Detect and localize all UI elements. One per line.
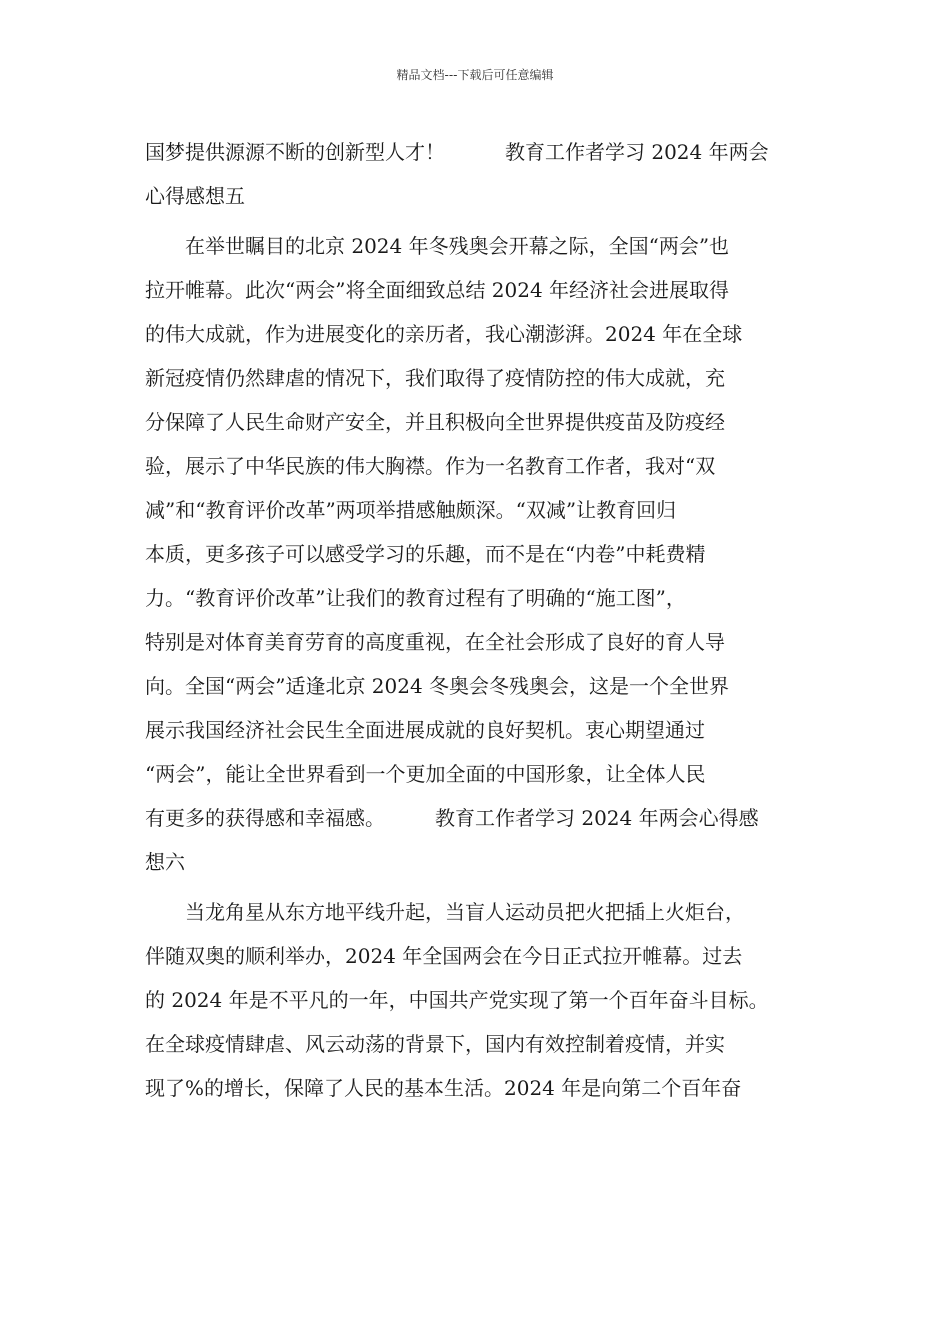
text-line: 向。全国“两会”适逢北京 2024 冬奥会冬残奥会，这是一个全世界 <box>145 674 730 698</box>
text-line: 的 2024 年是不平凡的一年，中国共产党实现了第一个百年奋斗目标。 <box>145 988 769 1012</box>
text-line: 本质，更多孩子可以感受学习的乐趣，而不是在“内卷”中耗费精 <box>145 542 706 566</box>
text-line: 的伟大成就，作为进展变化的亲历者，我心潮澎湃。2024 年在全球 <box>145 322 743 346</box>
text-line: 当龙角星从东方地平线升起，当盲人运动员把火把插上火炬台， <box>145 900 745 924</box>
document-body <box>145 130 810 1110</box>
text-line: 分保障了人民生命财产安全，并且积极向全世界提供疫苗及防疫经 <box>145 410 725 434</box>
text-line: 展示我国经济社会民生全面进展成就的良好契机。衷心期望通过 <box>145 718 705 742</box>
text-line: 减”和“教育评价改革”两项举措感触颇深。“双减”让教育回归 <box>145 498 677 522</box>
text-line: 想六 <box>145 850 185 874</box>
text-line: 在全球疫情肆虐、风云动荡的背景下，国内有效控制着疫情，并实 <box>145 1032 725 1056</box>
text-line: 拉开帷幕。此次“两会”将全面细致总结 2024 年经济社会进展取得 <box>145 278 730 302</box>
text-line: 国梦提供源源不断的创新型人才！ 教育工作者学习 2024 年两会 <box>145 140 769 164</box>
text-line: “两会”，能让全世界看到一个更加全面的中国形象，让全体人民 <box>145 762 706 786</box>
text-line: 特别是对体育美育劳育的高度重视，在全社会形成了良好的育人导 <box>145 630 725 654</box>
page-header: 精品文档---下载后可任意编辑 <box>396 68 554 82</box>
text-line: 心得感想五 <box>145 184 245 208</box>
text-line: 有更多的获得感和幸福感。 教育工作者学习 2024 年两会心得感 <box>145 806 759 830</box>
text-line: 现了%的增长，保障了人民的基本生活。2024 年是向第二个百年奋 <box>145 1076 742 1100</box>
text-line: 在举世瞩目的北京 2024 年冬残奥会开幕之际，全国“两会”也 <box>145 234 730 258</box>
text-line: 力。“教育评价改革”让我们的教育过程有了明确的“施工图”， <box>145 586 686 610</box>
text-line: 验，展示了中华民族的伟大胸襟。作为一名教育工作者，我对“双 <box>145 454 716 478</box>
text-line: 新冠疫情仍然肆虐的情况下，我们取得了疫情防控的伟大成就，充 <box>145 366 725 390</box>
text-line: 伴随双奥的顺利举办，2024 年全国两会在今日正式拉开帷幕。过去 <box>145 944 743 968</box>
